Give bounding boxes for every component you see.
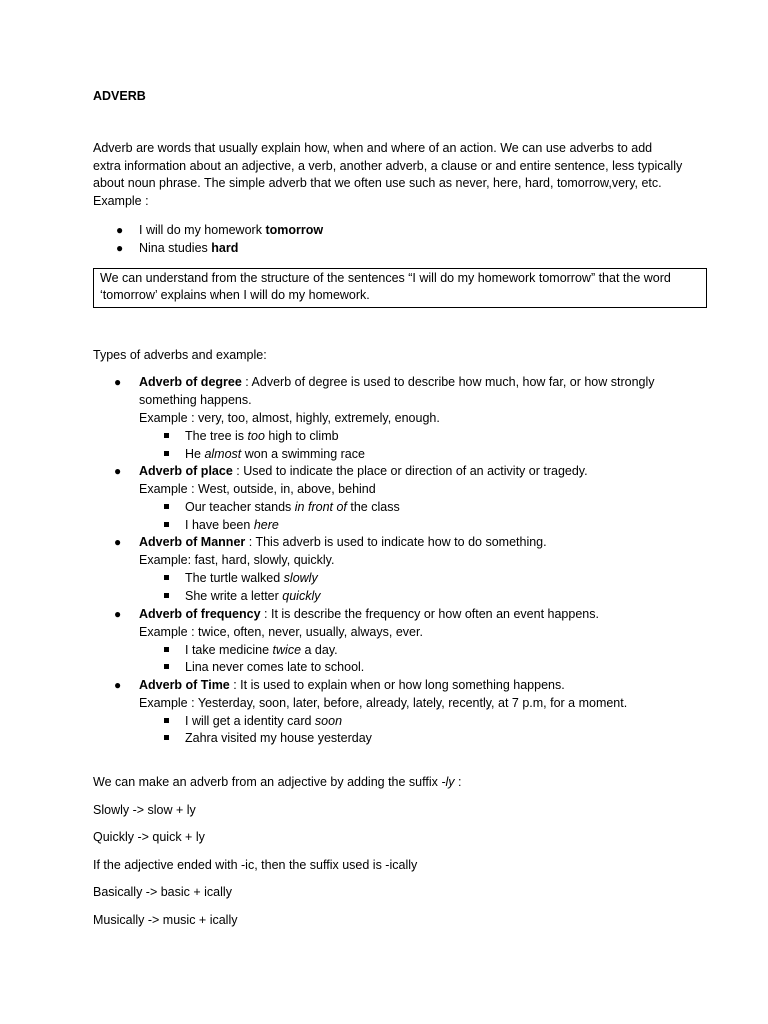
bullet-icon: ●: [116, 241, 124, 255]
list-item: He almost won a swimming race: [139, 445, 693, 463]
list-item: She write a letter quickly: [139, 587, 693, 605]
example-sentences: [139, 641, 693, 676]
page-title: ADVERB: [93, 89, 146, 103]
example-sentences: [139, 712, 693, 747]
note-box: We can understand from the structure of the sentences “I will do my homework tomorrow” that the word ‘tomorrow’ explains when I will do my homework.: [93, 268, 707, 308]
square-bullet-icon: [164, 718, 169, 723]
square-bullet-icon: [164, 593, 169, 598]
intro-examples: [93, 221, 323, 257]
suffix-rule: If the adjective ended with -ic, then the suffix used is -ically: [93, 857, 418, 872]
bullet-icon: ●: [114, 606, 122, 621]
suffix-intro: We can make an adverb from an adjective by adding the suffix -ly :: [93, 775, 462, 789]
list-item: Our teacher stands in front of the class: [139, 498, 693, 516]
square-bullet-icon: [164, 451, 169, 456]
square-bullet-icon: [164, 433, 169, 438]
intro-paragraph: Adverb are words that usually explain how, when and where of an action. We can use adverbs to add extra information about an adjective, a verb, another adverb, a clause or and entire sentence, less typically about noun phrase. The simple adverb that we often use such as never, here, hard, tomorrow,very, etc. Example :: [93, 141, 683, 208]
list-item: ● I will do my homework tomorrow: [116, 223, 324, 237]
square-bullet-icon: [164, 735, 169, 740]
list-item: Lina never comes late to school.: [139, 658, 693, 676]
adverb-type-place: ● Adverb of place : Used to indicate the place or direction of an activity or tragedy. Example : West, outside, in, above, behind Our teacher stands in front of the class I have been here: [93, 462, 693, 533]
suffix-section: [93, 773, 462, 938]
square-bullet-icon: [164, 647, 169, 652]
bullet-icon: ●: [114, 677, 122, 692]
example-line: Example : Yesterday, soon, later, before, already, lately, recently, at 7 p.m, for a moment.: [139, 695, 628, 710]
adverb-type-manner: ● Adverb of Manner : This adverb is used to indicate how to do something. Example: fast, hard, slowly, quickly. The turtle walked slowly She write a letter quickly: [93, 533, 693, 604]
adverb-type-frequency: ● Adverb of frequency : It is describe the frequency or how often an event happens. Example : twice, often, never, usually, always, ever. I take medicine twice a day. Lina never comes late to school.: [93, 605, 693, 676]
example-line: Example : West, outside, in, above, behind: [139, 482, 376, 497]
adverb-type-degree: ● Adverb of degree : Adverb of degree is used to describe how much, how far, or how strongly something happens. Example : very, too, almost, highly, extremely, enough. The tree is too high to climb He almost won a swimming race: [93, 373, 693, 462]
list-item: The turtle walked slowly: [139, 569, 693, 587]
list-item: Zahra visited my house yesterday: [139, 729, 693, 747]
adverb-types-list: [93, 373, 693, 747]
list-item: I take medicine twice a day.: [139, 641, 693, 659]
list-item: The tree is too high to climb: [139, 427, 693, 445]
list-item: I will get a identity card soon: [139, 712, 693, 730]
example-sentences: [139, 569, 693, 604]
square-bullet-icon: [164, 664, 169, 669]
bullet-icon: ●: [114, 464, 122, 479]
suffix-example: Musically -> music + ically: [93, 912, 238, 927]
list-item: ● Nina studies hard: [116, 241, 239, 255]
suffix-example: Basically -> basic + ically: [93, 885, 232, 899]
example-line: Example : twice, often, never, usually, always, ever.: [139, 624, 423, 639]
example-sentences: [139, 498, 693, 533]
bullet-icon: ●: [114, 375, 122, 389]
example-line: Example : very, too, almost, highly, extremely, enough.: [139, 411, 440, 425]
suffix-example: Quickly -> quick + ly: [93, 830, 205, 844]
suffix-example: Slowly -> slow + ly: [93, 802, 196, 817]
bullet-icon: ●: [116, 223, 124, 237]
adverb-type-time: ● Adverb of Time : It is used to explain when or how long something happens. Example : Yesterday, soon, later, before, already, lately, recently, at 7 p.m, for a moment. I will get a identity card soon Zahra visited my house yesterday: [93, 676, 693, 747]
types-label: Types of adverbs and example:: [93, 348, 267, 362]
square-bullet-icon: [164, 504, 169, 509]
example-sentences: [139, 427, 693, 462]
example-line: Example: fast, hard, slowly, quickly.: [139, 553, 335, 568]
square-bullet-icon: [164, 575, 169, 580]
bullet-icon: ●: [114, 535, 122, 550]
square-bullet-icon: [164, 522, 169, 527]
list-item: I have been here: [139, 516, 693, 534]
